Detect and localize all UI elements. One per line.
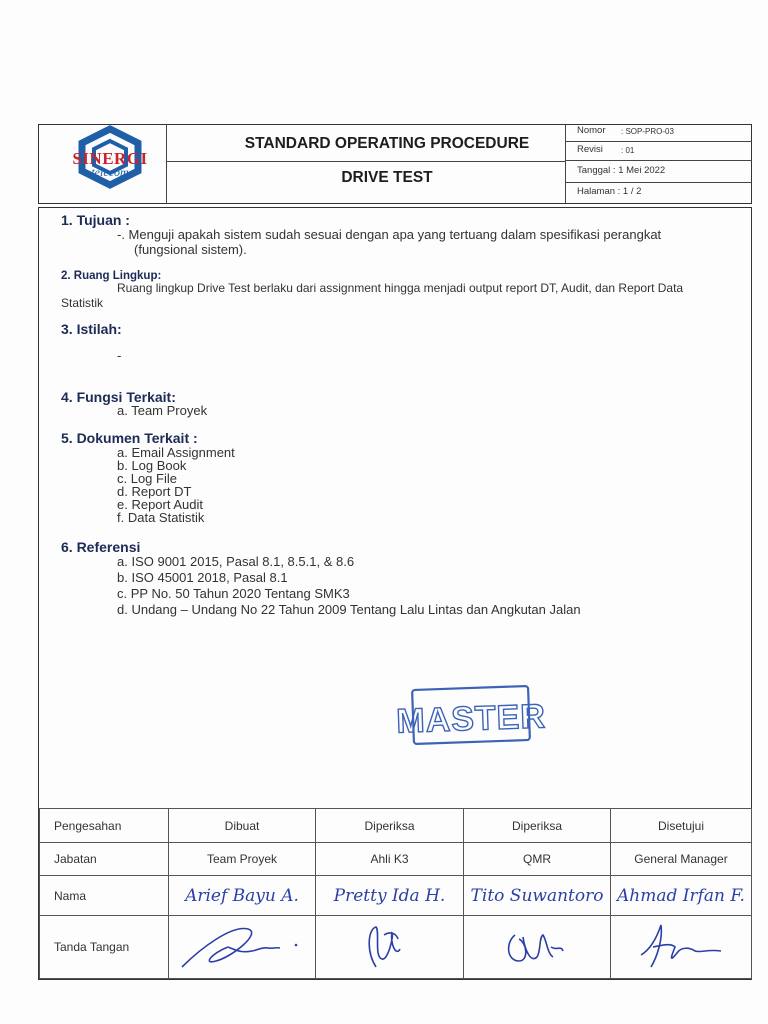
section-heading-dokumen-terkait: 5. Dokumen Terkait :	[61, 430, 198, 446]
signature-icon	[467, 917, 607, 975]
dokumen-item: a. Email Assignment	[117, 445, 235, 460]
document-title: STANDARD OPERATING PROCEDURE	[244, 135, 530, 152]
referensi-item: d. Undang – Undang No 22 Tahun 2009 Tentang Lalu Lintas dan Angkutan Jalan	[117, 602, 581, 617]
table-row	[40, 809, 752, 843]
handwritten-name: Arief Bayu A.	[169, 876, 316, 916]
nomor-value: : SOP-PRO-03	[621, 127, 674, 136]
table-cell: Ahli K3	[316, 843, 464, 876]
dokumen-item: f. Data Statistik	[117, 510, 205, 525]
signature-icon	[172, 917, 312, 975]
master-stamp	[395, 684, 547, 751]
handwritten-name: Ahmad Irfan F.	[611, 876, 752, 916]
section-heading-ruang-lingkup: 2. Ruang Lingkup:	[61, 270, 162, 282]
signature-icon	[320, 917, 460, 975]
header-divider	[565, 160, 752, 161]
dokumen-item: c. Log File	[117, 471, 177, 486]
table-row	[40, 916, 752, 979]
table-cell: QMR	[464, 843, 611, 876]
table-cell: Dibuat	[169, 809, 316, 843]
halaman-text: Halaman : 1 / 2	[577, 186, 642, 197]
ruang-lingkup-text: Ruang lingkup Drive Test berlaku dari assignment hingga menjadi output report DT, Audit, dan Report Data	[117, 281, 684, 295]
table-cell: Pengesahan	[40, 809, 169, 843]
dokumen-item: e. Report Audit	[117, 497, 203, 512]
referensi-item: a. ISO 9001 2015, Pasal 8.1, 8.5.1, & 8.6	[117, 554, 355, 569]
signature-cell	[169, 916, 316, 979]
logo-subtitle: telecom	[91, 165, 129, 179]
dokumen-item: b. Log Book	[117, 458, 187, 473]
handwritten-name: Pretty Ida H.	[316, 876, 464, 916]
signature-cell	[316, 916, 464, 979]
section-heading-tujuan: 1. Tujuan :	[61, 212, 130, 228]
header-divider	[565, 182, 752, 183]
signature-cell	[464, 916, 611, 979]
header-divider	[565, 141, 752, 142]
table-row	[40, 876, 752, 916]
section-heading-fungsi-terkait: 4. Fungsi Terkait:	[61, 389, 176, 405]
table-row	[40, 843, 752, 876]
table-cell: Diperiksa	[464, 809, 611, 843]
logo-name: SINERGI	[72, 149, 148, 168]
signature-icon	[611, 917, 751, 975]
table-cell: Diperiksa	[316, 809, 464, 843]
table-cell: General Manager	[611, 843, 752, 876]
document-subtitle: DRIVE TEST	[341, 169, 433, 186]
table-cell: Team Proyek	[169, 843, 316, 876]
referensi-item: c. PP No. 50 Tahun 2020 Tentang SMK3	[117, 586, 350, 601]
company-logo	[70, 127, 150, 199]
header-divider	[166, 124, 167, 204]
tanggal-text: Tanggal : 1 Mei 2022	[577, 165, 666, 176]
revisi-value: : 01	[621, 146, 635, 155]
tujuan-text: (fungsional sistem).	[134, 242, 247, 257]
tujuan-text: -. Menguji apakah sistem sudah sesuai dengan apa yang tertuang dalam spesifikasi perangkat	[117, 227, 662, 242]
nomor-label: Nomor	[577, 125, 606, 136]
ruang-lingkup-text: Statistik	[61, 296, 104, 310]
dokumen-item: d. Report DT	[117, 484, 192, 499]
approval-table	[39, 808, 752, 979]
section-heading-istilah: 3. Istilah:	[61, 321, 122, 337]
fungsi-item: a. Team Proyek	[117, 403, 208, 418]
signature-cell	[611, 916, 752, 979]
handwritten-name: Tito Suwantoro	[464, 876, 611, 916]
table-cell: Jabatan	[40, 843, 169, 876]
header-divider	[166, 161, 565, 162]
section-heading-referensi: 6. Referensi	[61, 539, 141, 555]
referensi-item: b. ISO 45001 2018, Pasal 8.1	[117, 570, 288, 585]
istilah-item: -	[117, 348, 122, 363]
table-cell: Disetujui	[611, 809, 752, 843]
revisi-label: Revisi	[577, 144, 603, 155]
table-cell: Nama	[40, 876, 169, 916]
stamp-text: MASTER	[395, 697, 547, 741]
table-cell: Tanda Tangan	[40, 916, 169, 979]
